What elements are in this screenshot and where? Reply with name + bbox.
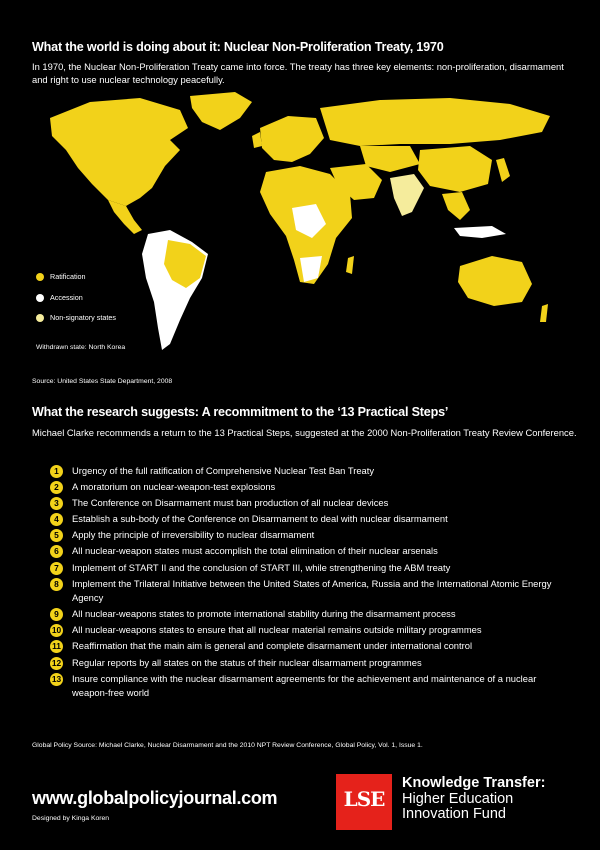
map-north-america (50, 98, 188, 206)
legend-label-non-signatory: Non-signatory states (50, 313, 116, 322)
step-item (50, 639, 570, 654)
step-text: Implement of START II and the conclusion of START III, while strengthening the ABM treaty (72, 561, 451, 573)
map-source: Source: United States State Department, 2008 (32, 378, 173, 385)
step-number: 10 (51, 625, 62, 636)
legend-accession (36, 293, 83, 302)
legend-dot-non-signatory (36, 314, 44, 322)
step-text: All nuclear-weapons states to promote international stability during the disarmament process (72, 608, 456, 620)
practical-steps-list (50, 464, 570, 702)
section1-title: What the world is doing about it: Nuclear Non-Proliferation Treaty, 1970 (32, 40, 444, 54)
kt-line-1: Knowledge Transfer: (402, 775, 546, 791)
map-uk (252, 132, 262, 148)
map-indonesia (454, 226, 506, 238)
section2-title: What the research suggests: A recommitment to the ‘13 Practical Steps’ (32, 405, 449, 419)
kt-line-2: Higher Education (402, 790, 514, 807)
map-australia (458, 256, 532, 306)
map-madagascar (346, 256, 354, 274)
step-item (50, 512, 570, 527)
step-item (50, 464, 570, 479)
step-text: Regular reports by all states on the status of their nuclear disarmament programmes (72, 656, 422, 668)
step-item (50, 561, 570, 576)
step-text: Reaffirmation that the main aim is general and complete disarmament under international control (72, 640, 473, 652)
step-number: 7 (50, 562, 63, 575)
lse-logo (336, 774, 392, 830)
step-number: 13 (51, 673, 62, 684)
lse-logo-text: LSE (343, 787, 385, 811)
step-number: 3 (50, 497, 63, 510)
designed-by: Designed by Kinga Koren (32, 815, 110, 822)
map-europe (260, 116, 324, 162)
step-number: 1 (50, 465, 63, 478)
step-text: Urgency of the full ratification of Comprehensive Nuclear Test Ban Treaty (72, 465, 375, 476)
step-text: All nuclear-weapon states must accomplish the total elimination of their nuclear arsenals (72, 545, 438, 557)
step-number: 2 (50, 481, 63, 494)
withdrawn-state-note: Withdrawn state: North Korea (36, 344, 126, 351)
legend-dot-ratification (36, 273, 44, 281)
step-item (50, 672, 570, 701)
legend-non-signatory (36, 313, 116, 322)
step-number: 6 (50, 545, 63, 558)
map-russia (320, 98, 550, 146)
knowledge-transfer-block (402, 776, 545, 823)
step-number: 9 (50, 608, 63, 621)
legend-ratification (36, 272, 86, 281)
step-number: 11 (50, 640, 63, 653)
step-item (50, 577, 570, 606)
step-item (50, 528, 570, 543)
step-item (50, 623, 570, 638)
journal-url[interactable]: www.globalpolicyjournal.com (32, 788, 278, 808)
map-korea-japan (496, 158, 510, 182)
step-text: Establish a sub-body of the Conference on Disarmament to deal with nuclear disarmament (72, 513, 448, 525)
step-text: The Conference on Disarmament must ban production of all nuclear devices (72, 497, 389, 509)
legend-label-ratification: Ratification (50, 272, 86, 281)
step-item (50, 656, 570, 671)
step-item (50, 607, 570, 622)
step-item (50, 496, 570, 511)
map-southeast-asia (442, 192, 470, 220)
step-text: Insure compliance with the nuclear disarmament agreements for the achievement and maintenance of a nuclear weapon-free world (72, 672, 537, 699)
section1-intro: In 1970, the Nuclear Non-Proliferation Treaty came into force. The treaty has three key elements: non-proliferation, disarmament and right to use nuclear technology peacefully. (32, 61, 564, 85)
step-text: A moratorium on nuclear-weapon-test explosions (72, 481, 276, 493)
step-item (50, 480, 570, 495)
kt-line-3: Innovation Fund (402, 806, 506, 822)
step-number: 5 (50, 529, 63, 542)
step-number: 4 (50, 513, 63, 526)
step-text: Implement the Trilateral Initiative between the United States of America, Russia and the International Atomic Energy Agency (72, 577, 552, 604)
map-new-zealand (540, 304, 548, 322)
map-china (418, 146, 492, 192)
section2-intro: Michael Clarke recommends a return to the 13 Practical Steps, suggested at the 2000 Non-Proliferation Treaty Review Conference. (32, 427, 577, 438)
step-item (50, 544, 570, 559)
map-greenland (190, 92, 252, 130)
step-text: Apply the principle of irreversibility to nuclear disarmament (72, 529, 315, 541)
map-india (390, 174, 424, 216)
legend-label-accession: Accession (50, 293, 83, 302)
step-number: 12 (51, 657, 62, 668)
step-text: All nuclear-weapons states to ensure that all nuclear material remains outside military programmes (72, 624, 482, 636)
policy-source: Global Policy Source: Michael Clarke, Nuclear Disarmament and the 2010 NPT Review Conference, Global Policy, Vol. 1, Issue 1. (32, 742, 423, 749)
legend-dot-accession (36, 294, 44, 302)
step-number: 8 (50, 578, 63, 591)
